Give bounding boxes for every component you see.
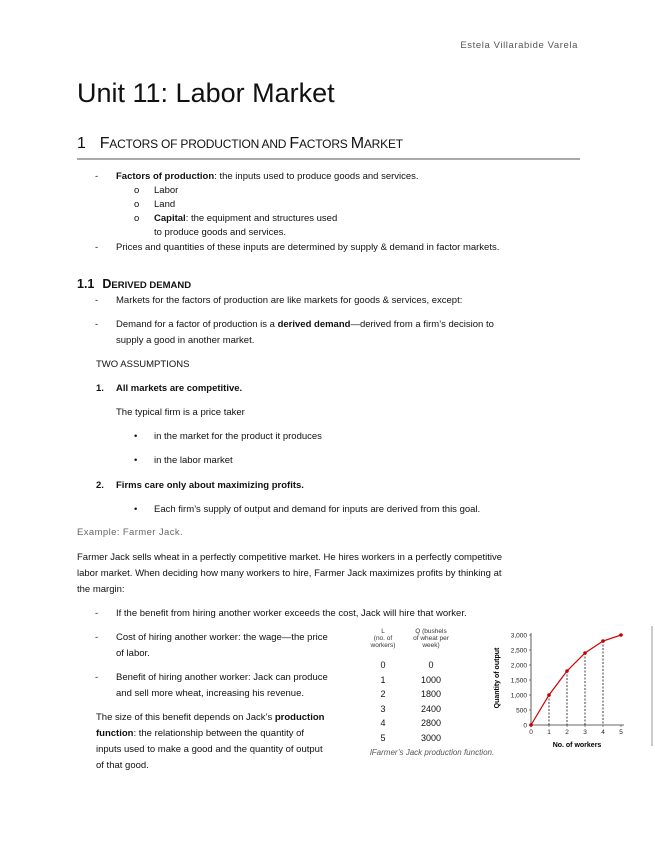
dash-mark: - <box>95 295 99 306</box>
factor-labor: Labor <box>154 185 179 196</box>
section-1-1-heading: 1.1 DERIVED DEMAND <box>77 277 192 291</box>
data-point <box>547 693 551 697</box>
data-point <box>583 651 587 655</box>
data-point <box>529 723 533 727</box>
assumption-1: All markets are competitive. <box>116 383 243 394</box>
heading-rule <box>77 158 580 160</box>
margin-bar <box>651 626 653 746</box>
example-para-line-2: labor market. When deciding how many workers to hire, Farmer Jack maximizes profits by thinking at <box>77 568 502 579</box>
circle-mark: o <box>134 199 140 210</box>
assumption-2: Firms care only about maximizing profits. <box>116 480 304 491</box>
production-function-text-4: of that good. <box>96 760 149 771</box>
dash-mark: - <box>95 672 99 683</box>
chart-caption: lFarmer’s Jack production function. <box>370 748 495 757</box>
production-function-text-2: function: the relationship between the quantity of <box>96 728 305 739</box>
table-cell-l: 1 <box>380 674 386 685</box>
page-title: Unit 11: Labor Market <box>77 78 335 108</box>
benefit-of-hiring: Benefit of hiring another worker: Jack can produce <box>116 672 328 683</box>
production-function-text-1: The size of this benefit depends on Jack’s production <box>96 712 325 723</box>
table-cell-q: 1800 <box>420 689 442 700</box>
y-tick-label: 1,000 <box>510 692 527 700</box>
factor-capital-cont: to produce goods and services. <box>154 227 287 238</box>
derived-item-2-cont: supply a good in another market. <box>116 335 255 346</box>
y-tick-label: 3,000 <box>510 632 527 640</box>
y-tick-label: 0 <box>523 722 527 730</box>
circle-mark: o <box>134 185 140 196</box>
x-tick-label: 4 <box>601 729 605 736</box>
price-taker-labor: in the labor market <box>154 455 233 466</box>
benefit-of-hiring-cont: and sell more wheat, increasing his revenue. <box>116 688 304 699</box>
assumption-2-number: 2. <box>96 480 104 491</box>
production-function-text-3: inputs used to make a good and the quantity of output <box>96 744 323 755</box>
table-cell-q: 2400 <box>420 703 442 714</box>
bullet-mark: • <box>134 504 138 515</box>
table-cell-l: 0 <box>380 660 386 670</box>
bullet-mark: • <box>134 431 138 442</box>
table-cell-q: 1000 <box>420 674 442 685</box>
example-para-line-3: the margin: <box>77 584 125 595</box>
dash-mark: - <box>95 242 99 253</box>
dash-mark: - <box>95 632 99 643</box>
cost-of-hiring-cont: of labor. <box>116 648 150 659</box>
production-function-chart <box>476 626 636 750</box>
table-cell-l: 4 <box>380 718 386 729</box>
x-tick-label: 2 <box>565 729 569 736</box>
circle-mark: o <box>134 213 140 224</box>
table-cell-q: 0 <box>428 660 434 670</box>
table-cell-l: 2 <box>380 689 386 700</box>
derived-item-2: Demand for a factor of production is a derived demand—derived from a firm’s decision to <box>116 319 494 330</box>
table-header-l: L (no. of workers) <box>370 628 396 649</box>
x-tick-label: 0 <box>529 729 533 736</box>
section-1-heading: 1 FACTORS OF PRODUCTION AND FACTORS MARKET <box>77 135 403 152</box>
x-tick-label: 3 <box>583 729 587 736</box>
table-cell-l: 5 <box>380 733 386 743</box>
two-assumptions-label: TWO ASSUMPTIONS <box>96 359 190 370</box>
y-tick-label: 2,000 <box>510 662 527 670</box>
bullet-mark: • <box>134 455 138 466</box>
y-axis-label: Quantity of output <box>494 647 501 709</box>
data-point <box>601 639 605 643</box>
factor-capital: Capital: the equipment and structures used <box>154 213 338 224</box>
series-line <box>531 635 621 725</box>
x-axis-label: No. of workers <box>552 742 602 749</box>
y-tick-label: 1,500 <box>510 677 527 685</box>
table-cell-l: 3 <box>380 703 386 714</box>
author-name: Estela Villarabide Varela <box>460 40 578 51</box>
y-tick-label: 2,500 <box>510 647 527 655</box>
benefit-exceeds-cost: If the benefit from hiring another worker exceeds the cost, Jack will hire that worker. <box>116 608 467 619</box>
price-taker-text: The typical firm is a price taker <box>116 407 245 418</box>
dash-mark: - <box>95 171 99 182</box>
factors-definition: Factors of production: the inputs used to produce goods and services. <box>116 171 419 182</box>
dash-mark: - <box>95 608 99 619</box>
assumption-1-number: 1. <box>96 383 104 394</box>
derived-item-1: Markets for the factors of production are like markets for goods & services, except: <box>116 295 463 306</box>
y-tick-label: 500 <box>516 707 527 715</box>
factor-prices-text: Prices and quantities of these inputs are determined by supply & demand in factor markets. <box>116 242 500 253</box>
price-taker-product: in the market for the product it produces <box>154 431 322 442</box>
table-cell-q: 2800 <box>420 718 442 729</box>
data-point <box>565 669 569 673</box>
example-label: Example: Farmer Jack. <box>77 527 184 538</box>
x-tick-label: 1 <box>547 729 551 736</box>
table-cell-q: 3000 <box>420 733 442 743</box>
table-header-q: Q (bushels of wheat per week) <box>413 628 449 649</box>
example-para-line-1: Farmer Jack sells wheat in a perfectly competitive market. He hires workers in a perfectly competitive <box>77 552 503 563</box>
profit-goal-text: Each firm’s supply of output and demand for inputs are derived from this goal. <box>154 504 481 515</box>
x-tick-label: 5 <box>619 729 623 736</box>
data-point <box>619 633 623 637</box>
dash-mark: - <box>95 319 99 330</box>
factor-land: Land <box>154 199 176 210</box>
cost-of-hiring: Cost of hiring another worker: the wage—the price <box>116 632 328 643</box>
